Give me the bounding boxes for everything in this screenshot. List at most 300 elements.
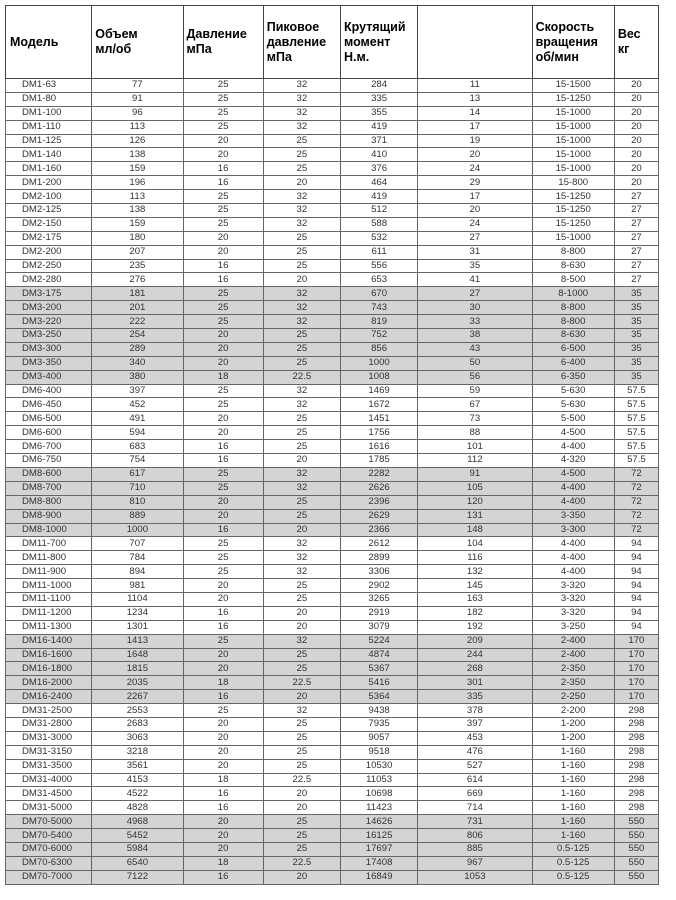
cell-pressure: 25 xyxy=(183,565,263,579)
cell-pressure: 20 xyxy=(183,745,263,759)
cell-torque: 588 xyxy=(340,217,417,231)
cell-model: DM3-350 xyxy=(6,356,92,370)
table-row xyxy=(6,704,659,718)
cell-torque: 856 xyxy=(340,342,417,356)
cell-model: DM70-6000 xyxy=(6,842,92,856)
cell-model: DM11-1300 xyxy=(6,620,92,634)
header-row xyxy=(6,6,659,79)
cell-peak-pressure: 32 xyxy=(263,204,340,218)
cell-pressure: 20 xyxy=(183,148,263,162)
cell-weight: 298 xyxy=(614,759,658,773)
cell-speed: 15-1250 xyxy=(532,190,614,204)
table-row xyxy=(6,412,659,426)
cell-volume: 91 xyxy=(92,92,183,106)
cell-extra: 30 xyxy=(418,301,532,315)
cell-weight: 72 xyxy=(614,467,658,481)
cell-peak-pressure: 32 xyxy=(263,301,340,315)
table-row xyxy=(6,551,659,565)
cell-weight: 298 xyxy=(614,801,658,815)
cell-pressure: 18 xyxy=(183,856,263,870)
cell-speed: 0.5-125 xyxy=(532,856,614,870)
cell-volume: 380 xyxy=(92,370,183,384)
cell-pressure: 25 xyxy=(183,92,263,106)
cell-torque: 1672 xyxy=(340,398,417,412)
cell-torque: 17408 xyxy=(340,856,417,870)
table-row xyxy=(6,495,659,509)
cell-weight: 94 xyxy=(614,592,658,606)
cell-pressure: 20 xyxy=(183,648,263,662)
cell-volume: 981 xyxy=(92,579,183,593)
cell-peak-pressure: 20 xyxy=(263,176,340,190)
cell-volume: 894 xyxy=(92,565,183,579)
cell-model: DM2-175 xyxy=(6,231,92,245)
cell-torque: 10530 xyxy=(340,759,417,773)
table-row xyxy=(6,162,659,176)
cell-model: DM11-700 xyxy=(6,537,92,551)
cell-torque: 5224 xyxy=(340,634,417,648)
cell-volume: 96 xyxy=(92,106,183,120)
cell-volume: 683 xyxy=(92,440,183,454)
cell-torque: 10698 xyxy=(340,787,417,801)
cell-pressure: 16 xyxy=(183,606,263,620)
table-row xyxy=(6,92,659,106)
cell-torque: 4874 xyxy=(340,648,417,662)
cell-speed: 15-1250 xyxy=(532,217,614,231)
cell-speed: 0.5-125 xyxy=(532,870,614,884)
cell-torque: 653 xyxy=(340,273,417,287)
cell-pressure: 16 xyxy=(183,440,263,454)
cell-speed: 8-1000 xyxy=(532,287,614,301)
cell-model: DM11-1200 xyxy=(6,606,92,620)
cell-peak-pressure: 32 xyxy=(263,704,340,718)
cell-volume: 159 xyxy=(92,162,183,176)
cell-weight: 550 xyxy=(614,815,658,829)
table-row xyxy=(6,398,659,412)
cell-weight: 72 xyxy=(614,509,658,523)
cell-peak-pressure: 25 xyxy=(263,592,340,606)
cell-weight: 35 xyxy=(614,287,658,301)
cell-speed: 3-350 xyxy=(532,509,614,523)
cell-pressure: 25 xyxy=(183,398,263,412)
cell-pressure: 16 xyxy=(183,176,263,190)
cell-model: DM3-200 xyxy=(6,301,92,315)
cell-pressure: 20 xyxy=(183,329,263,343)
cell-weight: 94 xyxy=(614,579,658,593)
cell-torque: 5416 xyxy=(340,676,417,690)
cell-volume: 138 xyxy=(92,148,183,162)
cell-speed: 15-1000 xyxy=(532,134,614,148)
cell-model: DM8-700 xyxy=(6,481,92,495)
cell-torque: 5364 xyxy=(340,690,417,704)
cell-weight: 550 xyxy=(614,870,658,884)
cell-torque: 335 xyxy=(340,92,417,106)
cell-model: DM6-600 xyxy=(6,426,92,440)
cell-extra: 301 xyxy=(418,676,532,690)
cell-speed: 8-800 xyxy=(532,245,614,259)
cell-weight: 550 xyxy=(614,842,658,856)
cell-volume: 126 xyxy=(92,134,183,148)
table-row xyxy=(6,217,659,231)
cell-speed: 1-200 xyxy=(532,731,614,745)
cell-torque: 670 xyxy=(340,287,417,301)
cell-volume: 1301 xyxy=(92,620,183,634)
cell-speed: 1-160 xyxy=(532,787,614,801)
cell-model: DM3-250 xyxy=(6,329,92,343)
cell-model: DM2-200 xyxy=(6,245,92,259)
cell-volume: 810 xyxy=(92,495,183,509)
cell-speed: 3-320 xyxy=(532,579,614,593)
cell-model: DM6-450 xyxy=(6,398,92,412)
cell-pressure: 20 xyxy=(183,412,263,426)
cell-torque: 11423 xyxy=(340,801,417,815)
cell-volume: 5452 xyxy=(92,829,183,843)
cell-peak-pressure: 25 xyxy=(263,495,340,509)
cell-volume: 235 xyxy=(92,259,183,273)
cell-extra: 378 xyxy=(418,704,532,718)
cell-model: DM31-3000 xyxy=(6,731,92,745)
cell-weight: 20 xyxy=(614,162,658,176)
cell-extra: 43 xyxy=(418,342,532,356)
cell-extra: 335 xyxy=(418,690,532,704)
cell-peak-pressure: 32 xyxy=(263,565,340,579)
cell-speed: 3-300 xyxy=(532,523,614,537)
cell-weight: 94 xyxy=(614,620,658,634)
cell-pressure: 20 xyxy=(183,356,263,370)
cell-volume: 3561 xyxy=(92,759,183,773)
cell-extra: 73 xyxy=(418,412,532,426)
cell-peak-pressure: 25 xyxy=(263,759,340,773)
cell-speed: 5-630 xyxy=(532,398,614,412)
cell-extra: 29 xyxy=(418,176,532,190)
cell-pressure: 16 xyxy=(183,690,263,704)
table-header xyxy=(6,6,659,79)
cell-torque: 512 xyxy=(340,204,417,218)
cell-weight: 20 xyxy=(614,120,658,134)
cell-weight: 72 xyxy=(614,481,658,495)
cell-pressure: 20 xyxy=(183,509,263,523)
cell-peak-pressure: 20 xyxy=(263,606,340,620)
cell-speed: 3-250 xyxy=(532,620,614,634)
table-row xyxy=(6,301,659,315)
cell-extra: 163 xyxy=(418,592,532,606)
cell-peak-pressure: 25 xyxy=(263,148,340,162)
cell-speed: 1-160 xyxy=(532,759,614,773)
cell-speed: 8-800 xyxy=(532,315,614,329)
cell-peak-pressure: 25 xyxy=(263,731,340,745)
cell-volume: 113 xyxy=(92,190,183,204)
cell-volume: 1815 xyxy=(92,662,183,676)
table-row xyxy=(6,370,659,384)
cell-torque: 9057 xyxy=(340,731,417,745)
cell-weight: 20 xyxy=(614,134,658,148)
cell-model: DM1-100 xyxy=(6,106,92,120)
cell-model: DM2-125 xyxy=(6,204,92,218)
cell-peak-pressure: 20 xyxy=(263,454,340,468)
cell-extra: 24 xyxy=(418,162,532,176)
cell-speed: 1-160 xyxy=(532,745,614,759)
cell-model: DM6-500 xyxy=(6,412,92,426)
cell-extra: 91 xyxy=(418,467,532,481)
cell-model: DM70-5400 xyxy=(6,829,92,843)
cell-torque: 1616 xyxy=(340,440,417,454)
cell-peak-pressure: 25 xyxy=(263,134,340,148)
cell-peak-pressure: 20 xyxy=(263,787,340,801)
cell-volume: 1104 xyxy=(92,592,183,606)
cell-torque: 419 xyxy=(340,190,417,204)
header-speed: Скорость вращения об/мин xyxy=(532,6,614,79)
cell-volume: 181 xyxy=(92,287,183,301)
cell-pressure: 25 xyxy=(183,315,263,329)
cell-extra: 105 xyxy=(418,481,532,495)
table-row xyxy=(6,481,659,495)
cell-speed: 15-1000 xyxy=(532,231,614,245)
cell-extra: 24 xyxy=(418,217,532,231)
cell-extra: 20 xyxy=(418,148,532,162)
cell-extra: 11 xyxy=(418,79,532,93)
cell-model: DM31-5000 xyxy=(6,801,92,815)
cell-weight: 298 xyxy=(614,704,658,718)
specifications-table xyxy=(5,5,659,885)
cell-weight: 72 xyxy=(614,523,658,537)
table-row xyxy=(6,565,659,579)
cell-extra: 209 xyxy=(418,634,532,648)
cell-torque: 819 xyxy=(340,315,417,329)
cell-speed: 15-800 xyxy=(532,176,614,190)
table-row xyxy=(6,592,659,606)
cell-weight: 57.5 xyxy=(614,454,658,468)
cell-weight: 550 xyxy=(614,856,658,870)
table-row xyxy=(6,856,659,870)
cell-pressure: 25 xyxy=(183,551,263,565)
cell-torque: 371 xyxy=(340,134,417,148)
cell-peak-pressure: 25 xyxy=(263,245,340,259)
cell-pressure: 20 xyxy=(183,426,263,440)
cell-volume: 77 xyxy=(92,79,183,93)
cell-torque: 2626 xyxy=(340,481,417,495)
cell-extra: 50 xyxy=(418,356,532,370)
cell-volume: 617 xyxy=(92,467,183,481)
cell-extra: 885 xyxy=(418,842,532,856)
cell-peak-pressure: 25 xyxy=(263,579,340,593)
cell-pressure: 20 xyxy=(183,342,263,356)
cell-peak-pressure: 25 xyxy=(263,162,340,176)
cell-torque: 11053 xyxy=(340,773,417,787)
cell-pressure: 25 xyxy=(183,79,263,93)
cell-model: DM31-2800 xyxy=(6,717,92,731)
cell-torque: 410 xyxy=(340,148,417,162)
cell-extra: 19 xyxy=(418,134,532,148)
cell-peak-pressure: 25 xyxy=(263,342,340,356)
cell-weight: 57.5 xyxy=(614,440,658,454)
cell-extra: 145 xyxy=(418,579,532,593)
cell-speed: 2-350 xyxy=(532,676,614,690)
cell-extra: 669 xyxy=(418,787,532,801)
cell-speed: 0.5-125 xyxy=(532,842,614,856)
cell-extra: 41 xyxy=(418,273,532,287)
cell-volume: 784 xyxy=(92,551,183,565)
cell-pressure: 20 xyxy=(183,759,263,773)
cell-speed: 15-1000 xyxy=(532,148,614,162)
cell-pressure: 20 xyxy=(183,579,263,593)
table-row xyxy=(6,106,659,120)
table-row xyxy=(6,676,659,690)
cell-pressure: 25 xyxy=(183,384,263,398)
cell-peak-pressure: 25 xyxy=(263,662,340,676)
cell-speed: 5-500 xyxy=(532,412,614,426)
cell-peak-pressure: 20 xyxy=(263,620,340,634)
cell-torque: 1785 xyxy=(340,454,417,468)
cell-weight: 94 xyxy=(614,606,658,620)
cell-peak-pressure: 32 xyxy=(263,79,340,93)
table-row xyxy=(6,356,659,370)
cell-volume: 254 xyxy=(92,329,183,343)
cell-speed: 4-400 xyxy=(532,551,614,565)
cell-weight: 298 xyxy=(614,731,658,745)
cell-model: DM1-63 xyxy=(6,79,92,93)
cell-speed: 1-160 xyxy=(532,773,614,787)
cell-pressure: 25 xyxy=(183,217,263,231)
cell-torque: 2899 xyxy=(340,551,417,565)
cell-model: DM1-160 xyxy=(6,162,92,176)
cell-peak-pressure: 32 xyxy=(263,106,340,120)
cell-extra: 268 xyxy=(418,662,532,676)
cell-model: DM16-1800 xyxy=(6,662,92,676)
cell-peak-pressure: 32 xyxy=(263,190,340,204)
cell-pressure: 25 xyxy=(183,106,263,120)
cell-model: DM8-900 xyxy=(6,509,92,523)
cell-pressure: 16 xyxy=(183,273,263,287)
cell-model: DM31-4500 xyxy=(6,787,92,801)
cell-peak-pressure: 20 xyxy=(263,870,340,884)
cell-weight: 170 xyxy=(614,662,658,676)
cell-peak-pressure: 22.5 xyxy=(263,370,340,384)
cell-pressure: 20 xyxy=(183,134,263,148)
cell-extra: 56 xyxy=(418,370,532,384)
cell-pressure: 25 xyxy=(183,190,263,204)
cell-weight: 35 xyxy=(614,356,658,370)
cell-pressure: 18 xyxy=(183,370,263,384)
header-torque: Крутящий момент Н.м. xyxy=(340,6,417,79)
cell-peak-pressure: 32 xyxy=(263,384,340,398)
cell-weight: 57.5 xyxy=(614,384,658,398)
cell-volume: 340 xyxy=(92,356,183,370)
cell-model: DM6-400 xyxy=(6,384,92,398)
cell-extra: 614 xyxy=(418,773,532,787)
cell-peak-pressure: 22.5 xyxy=(263,676,340,690)
cell-weight: 57.5 xyxy=(614,412,658,426)
cell-weight: 20 xyxy=(614,92,658,106)
cell-speed: 2-350 xyxy=(532,662,614,676)
cell-volume: 196 xyxy=(92,176,183,190)
cell-model: DM70-6300 xyxy=(6,856,92,870)
table-row xyxy=(6,662,659,676)
cell-volume: 397 xyxy=(92,384,183,398)
table-row xyxy=(6,426,659,440)
table-row xyxy=(6,315,659,329)
cell-peak-pressure: 25 xyxy=(263,329,340,343)
cell-torque: 743 xyxy=(340,301,417,315)
cell-pressure: 16 xyxy=(183,870,263,884)
cell-torque: 2919 xyxy=(340,606,417,620)
cell-pressure: 25 xyxy=(183,537,263,551)
cell-model: DM1-140 xyxy=(6,148,92,162)
cell-torque: 752 xyxy=(340,329,417,343)
cell-pressure: 16 xyxy=(183,454,263,468)
cell-weight: 94 xyxy=(614,537,658,551)
cell-pressure: 25 xyxy=(183,120,263,134)
cell-extra: 88 xyxy=(418,426,532,440)
cell-peak-pressure: 25 xyxy=(263,412,340,426)
cell-weight: 35 xyxy=(614,370,658,384)
cell-speed: 3-320 xyxy=(532,592,614,606)
cell-model: DM1-200 xyxy=(6,176,92,190)
cell-extra: 20 xyxy=(418,204,532,218)
table-row xyxy=(6,815,659,829)
cell-peak-pressure: 32 xyxy=(263,551,340,565)
cell-torque: 556 xyxy=(340,259,417,273)
header-pressure: Давление мПа xyxy=(183,6,263,79)
cell-model: DM70-7000 xyxy=(6,870,92,884)
cell-extra: 714 xyxy=(418,801,532,815)
cell-peak-pressure: 25 xyxy=(263,259,340,273)
table-row xyxy=(6,773,659,787)
cell-model: DM11-1100 xyxy=(6,592,92,606)
header-blank xyxy=(418,6,532,79)
cell-torque: 1451 xyxy=(340,412,417,426)
table-row xyxy=(6,245,659,259)
cell-speed: 2-200 xyxy=(532,704,614,718)
table-row xyxy=(6,579,659,593)
cell-torque: 17697 xyxy=(340,842,417,856)
cell-extra: 1053 xyxy=(418,870,532,884)
cell-torque: 419 xyxy=(340,120,417,134)
cell-torque: 2902 xyxy=(340,579,417,593)
cell-weight: 35 xyxy=(614,301,658,315)
cell-extra: 453 xyxy=(418,731,532,745)
cell-peak-pressure: 20 xyxy=(263,801,340,815)
cell-model: DM6-700 xyxy=(6,440,92,454)
cell-speed: 6-350 xyxy=(532,370,614,384)
cell-pressure: 20 xyxy=(183,592,263,606)
table-row xyxy=(6,120,659,134)
table-row xyxy=(6,870,659,884)
table-row xyxy=(6,523,659,537)
cell-weight: 170 xyxy=(614,690,658,704)
table-row xyxy=(6,842,659,856)
cell-pressure: 20 xyxy=(183,662,263,676)
cell-model: DM8-1000 xyxy=(6,523,92,537)
cell-volume: 7122 xyxy=(92,870,183,884)
cell-model: DM8-600 xyxy=(6,467,92,481)
cell-peak-pressure: 25 xyxy=(263,648,340,662)
cell-pressure: 16 xyxy=(183,523,263,537)
cell-model: DM3-175 xyxy=(6,287,92,301)
cell-volume: 222 xyxy=(92,315,183,329)
cell-peak-pressure: 22.5 xyxy=(263,856,340,870)
cell-pressure: 18 xyxy=(183,773,263,787)
table-row xyxy=(6,176,659,190)
cell-peak-pressure: 25 xyxy=(263,815,340,829)
cell-extra: 182 xyxy=(418,606,532,620)
table-row xyxy=(6,342,659,356)
cell-extra: 13 xyxy=(418,92,532,106)
cell-speed: 4-400 xyxy=(532,537,614,551)
cell-volume: 889 xyxy=(92,509,183,523)
cell-weight: 20 xyxy=(614,106,658,120)
cell-peak-pressure: 25 xyxy=(263,509,340,523)
cell-extra: 112 xyxy=(418,454,532,468)
cell-extra: 27 xyxy=(418,231,532,245)
